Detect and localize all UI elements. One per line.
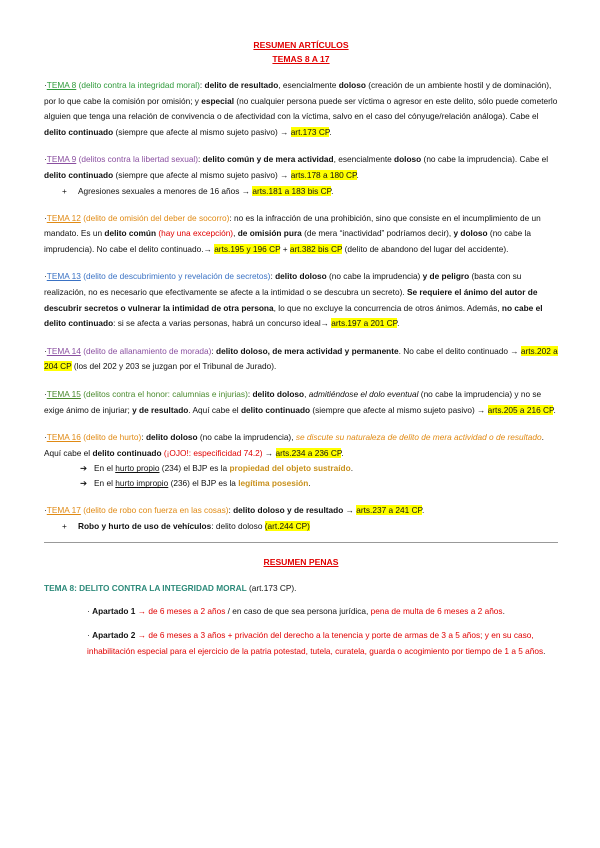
tema-15-article-ref: arts.205 a 216 CP <box>487 404 554 415</box>
tema-17-paragraph: ·TEMA 17 (delito de robo con fuerza en las cosas): delito doloso y de resultado → arts.237 a 241 CP. <box>44 505 425 516</box>
tema-9-heading: TEMA 9 <box>46 154 77 165</box>
tema-17-topic: (delito de robo con fuerza en las cosas) <box>83 505 229 516</box>
tema-14-heading: TEMA 14 <box>46 345 81 356</box>
arrow-right-icon: ➔ <box>80 463 87 474</box>
tema-15-heading: TEMA 15 <box>46 388 81 399</box>
tema-14-paragraph: ·TEMA 14 (delito de allanamiento de morada): delito doloso, de mera actividad y permanente. No cabe el delito continuado → arts.202 a 204 CP (los del 202 y 203 se juzgan por el Tribunal de Jurado). <box>44 345 558 372</box>
tema-13-topic: (delito de descubrimiento y revelación de secretos) <box>83 271 271 282</box>
plus-bullet-icon: + <box>62 185 67 196</box>
doc-title: RESUMEN ARTÍCULOS <box>253 40 349 50</box>
tema-16-bullet-2: ➔ En el hurto impropio (236) el BJP es la legítima posesión. <box>44 476 558 491</box>
plus-bullet-icon: + <box>62 520 67 531</box>
tema-16-article-ref: arts.234 a 236 CP <box>275 447 342 458</box>
tema-16-topic: (delito de hurto) <box>83 432 142 443</box>
tema-9-paragraph: ·TEMA 9 (delitos contra la libertad sexual): delito común y de mera actividad, esencialmente doloso (no cabe la imprudencia). Cabe el delito continuado (siempre que afecte al mismo sujeto pasivo) → arts.178 a 180 CP. <box>44 154 549 180</box>
tema-15-paragraph: ·TEMA 15 (delitos contra el honor: calumnias e injurias): delito doloso, admitiéndose el dolo eventual (no cabe la imprudencia) y no se exige ánimo de injuriar; y de resultado. Aquí cabe el delito continuado (siempre que afecte al mismo sujeto pasivo) → arts.205 a 216 CP. <box>44 388 556 415</box>
tema-14-article-ref: arts.202 a 204 CP <box>44 345 558 372</box>
tema-9-bullet: + Agresiones sexuales a menores de 16 años → arts.181 a 183 bis CP. <box>44 184 558 199</box>
tema-17-bullet: + Robo y hurto de uso de vehículos: delito doloso (art.244 CP) <box>44 519 558 534</box>
penas-apartado-2: · Apartado 2 → de 6 meses a 3 años + privación del derecho a la tenencia y porte de armas de 3 a 5 años; y en su caso, inhabilitación especial para el ejercicio de la patria potestad, tutela, curatela, guarda o acogimiento por tiempo de 1 a 5 años. <box>87 629 546 656</box>
tema-8-article-ref: art.173 CP <box>290 126 330 137</box>
tema-8-paragraph: ·TEMA 8 (delito contra la integridad moral): delito de resultado, esencialmente doloso (creación de un ambiente hostil y de dominación), por lo que cabe la comisión por omisión; y especial (no cualquier persona puede ser víctima o agresor en este delito, sólo puede cometerlo alguien que tenga una relación de convivencia o de afectividad con la víctima, salvo en el caso del cónyuge/relación análoga). Cabe el delito continuado (siempre que afecte al mismo sujeto pasivo) → art.173 CP. <box>44 80 558 137</box>
tema-12-paragraph: ·TEMA 12 (delito de omisión del deber de socorro): no es la infracción de una prohibición, sino que consiste en el incumplimiento de un mandato. Es un delito común (hay una excepción), de omisión pura (de mera “inactividad” podríamos decir), y doloso (no cabe la imprudencia). No cabe el delito continuado.→ arts.195 y 196 CP + art.382 bis CP (delito de abandono del lugar del accidente). <box>44 212 541 254</box>
penas-tema-8-heading: TEMA 8: DELITO CONTRA LA INTEGRIDAD MORAL (art.173 CP). <box>44 582 297 593</box>
penas-apartado-1: · Apartado 1 → de 6 meses a 2 años / en caso de que sea persona jurídica, pena de multa de 6 meses a 2 años. <box>87 606 505 617</box>
tema-12-topic: (delito de omisión del deber de socorro) <box>83 212 230 223</box>
penas-title: RESUMEN PENAS <box>263 556 339 567</box>
tema-9-topic: (delitos contra la libertad sexual) <box>78 154 199 165</box>
tema-14-topic: (delito de allanamiento de morada) <box>83 345 212 356</box>
tema-17-heading: TEMA 17 <box>46 505 81 516</box>
doc-subtitle: TEMAS 8 A 17 <box>272 54 330 64</box>
tema-8-heading: TEMA 8 <box>46 80 77 90</box>
tema-13-paragraph: ·TEMA 13 (delito de descubrimiento y revelación de secretos): delito doloso (no cabe la imprudencia) y de peligro (basta con su realización, no es necesario que efectivamente se afecte a la intimidad o se descubra un secreto). Se requiere el ánimo del autor de descubrir secretos o vulnerar la intimidad de otra persona, lo que no excluye la concurrencia de otros ánimos. Además, no cabe el delito continuado: si se afecta a varias personas, habrá un concurso ideal→ arts.197 a 201 CP. <box>44 271 543 329</box>
tema-9-article-ref: arts.178 a 180 CP <box>290 169 357 180</box>
tema-13-article-ref: arts.197 a 201 CP <box>331 318 398 329</box>
tema-13-heading: TEMA 13 <box>46 271 81 282</box>
tema-16-paragraph: ·TEMA 16 (delito de hurto): delito doloso (no cabe la imprudencia), se discute su naturaleza de delito de mera actividad o de resultado. Aquí cabe el delito continuado (¡OJO!: especificidad 74.2) → arts.234 a 236 CP. <box>44 432 544 458</box>
tema-17-article-ref: arts.237 a 241 CP <box>356 505 423 516</box>
tema-12-heading: TEMA 12 <box>46 212 81 223</box>
tema-8-topic: (delito contra la integridad moral) <box>78 80 200 90</box>
tema-15-topic: (delitos contra el honor: calumnias e injurias) <box>83 388 248 399</box>
tema-12-article-ref: arts.195 y 196 CP <box>214 243 281 254</box>
tema-16-heading: TEMA 16 <box>46 432 81 443</box>
arrow-right-icon: ➔ <box>80 478 87 489</box>
tema-12-article-ref-2: art.382 bis CP <box>289 243 343 254</box>
tema-16-bullet-1: ➔ En el hurto propio (234) el BJP es la propiedad del objeto sustraído. <box>44 461 558 476</box>
